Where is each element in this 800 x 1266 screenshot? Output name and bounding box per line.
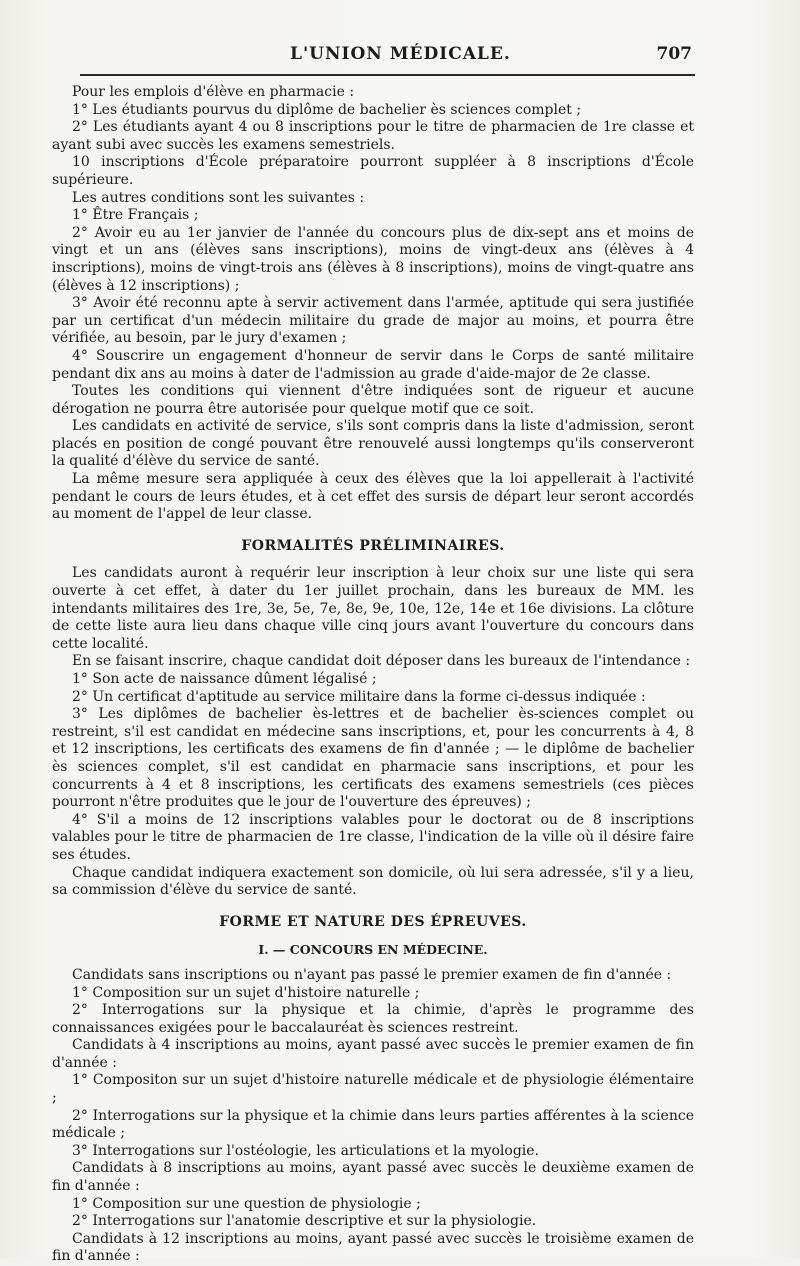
paragraph: 2° Interrogations sur la physique et la chimie, d'après le programme des connaissances exigées pour le baccalauréat ès sciences restreint.: [52, 1002, 694, 1036]
paragraph: 2° Interrogations sur la physique et la chimie dans leurs parties afférentes à la science médicale ;: [52, 1107, 694, 1142]
paragraph: 3° Interrogations sur l'ostéologie, les articulations et la myologie.: [72, 1142, 540, 1159]
paragraph: La même mesure sera appliquée à ceux des élèves que la loi appellerait à l'activité pendant le cours de leurs études, et à cet effet des sursis de départ leur seront accordés au moment de l'appel de leur classe.: [52, 471, 694, 523]
paragraph: Les autres conditions sont les suivantes :: [72, 189, 365, 206]
paragraph: Candidats à 12 inscriptions au moins, ayant passé avec succès le troisième examen de fin d'année :: [52, 1230, 694, 1265]
paragraph: En se faisant inscrire, chaque candidat doit déposer dans les bureaux de l'intendance :: [72, 653, 691, 670]
paragraph: Les candidats en activité de service, s'ils sont compris dans la liste d'admission, seront placés en position de congé pouvant être renouvelé aussi longtemps qu'ils conserveront la qualité d'élève du service de santé.: [52, 418, 694, 470]
paragraph: 2° Avoir eu au 1er janvier de l'année du concours plus de dix-sept ans et moins de vingt et un ans (élèves sans inscriptions), moins de vingt-deux ans (élèves à 4 inscriptions), moins de vingt-trois ans (élèves à 8 inscriptions), moins de vingt-quatre ans (élèves à 12 inscriptions) ;: [52, 224, 694, 294]
paragraph: Candidats à 8 inscriptions au moins, ayant passé avec succès le deuxième examen de fin d'année :: [52, 1160, 694, 1195]
section-heading: FORME ET NATURE DES ÉPREUVES.: [219, 913, 527, 930]
paragraph: Toutes les conditions qui viennent d'être indiquées sont de rigueur et aucune dérogation ne pourra être autorisée pour quelque motif que ce soit.: [52, 383, 694, 417]
header-rule: [80, 74, 695, 76]
paragraph: Chaque candidat indiquera exactement son domicile, où lui sera adressée, s'il y a lieu, sa commission d'élève du service de santé.: [52, 864, 694, 899]
paragraph: 3° Avoir été reconnu apte à servir activement dans l'armée, aptitude qui sera justifiée par un certificat d'un médecin militaire du grade de major au moins, et pourra être vérifiée, au besoin, par le jury d'examen ;: [52, 295, 694, 347]
paragraph: Pour les emplois d'élève en pharmacie :: [72, 84, 355, 100]
page-header: [80, 44, 692, 74]
section-heading: FORMALITÉS PRÉLIMINAIRES.: [241, 537, 505, 554]
section-subheading: I. — CONCOURS EN MÉDECINE.: [258, 942, 488, 958]
paragraph: 1° Composition sur une question de physiologie ;: [72, 1195, 421, 1212]
paragraph: 2° Les étudiants ayant 4 ou 8 inscriptions pour le titre de pharmacien de 1re classe et ayant subi avec succès les examens semestriels.: [52, 119, 694, 153]
paragraph: 1° Les étudiants pourvus du diplôme de bachelier ès sciences complet ;: [72, 101, 582, 118]
paragraph: 1° Être Français ;: [72, 207, 199, 224]
paragraph: 3° Les diplômes de bachelier ès-lettres et de bachelier ès-sciences complet ou restreint, s'il est candidat en médecine sans inscriptions, et, pour les concurrents à 4, 8 et 12 inscriptions, les certificats des examens de fin d'année ; — le diplôme de bachelier ès sciences complet, s'il est candidat en pharmacie sans inscriptions, et pour les concurrents à 4 et 8 inscriptions, les certificats des examens semestriels (ces pièces pourront n'être produites que le jour de l'ouverture des épreuves) ;: [52, 706, 694, 811]
body-text: [52, 84, 694, 1266]
paragraph: 4° Souscrire un engagement d'honneur de servir dans le Corps de santé militaire pendant dix ans au moins à dater de l'admission au grade d'aide-major de 2e classe.: [52, 347, 694, 382]
paragraph: Candidats à 4 inscriptions au moins, ayant passé avec succès le premier examen de fin d'année :: [52, 1037, 694, 1071]
paragraph: 4° S'il a moins de 12 inscriptions valables pour le doctorat ou de 8 inscriptions valables pour le titre de pharmacien de 1re classe, l'indication de la ville où il désire faire ses études.: [52, 811, 694, 863]
paragraph: 10 inscriptions d'École préparatoire pourront suppléer à 8 inscriptions d'École supérieure.: [52, 154, 694, 188]
paragraph: 2° Un certificat d'aptitude au service militaire dans la forme ci-dessus indiquée :: [72, 688, 646, 705]
paragraph: 1° Compositon sur un sujet d'histoire naturelle médicale et de physiologie élémentaire ;: [52, 1072, 694, 1107]
paragraph: Candidats sans inscriptions ou n'ayant pas passé le premier examen de fin d'année :: [72, 966, 672, 983]
paragraph: 1° Composition sur un sujet d'histoire naturelle ;: [72, 984, 420, 1001]
paragraph: Les candidats auront à requérir leur inscription à leur choix sur une liste qui sera ouverte à cet effet, à dater du 1er juillet prochain, dans les bureaux de MM. les intendants militaires des 1re, 3e, 5e, 7e, 8e, 9e, 10e, 12e, 14e et 16e divisions. La clôture de cette liste aura lieu dans chaque ville cinq jours avant l'ouverture du concours dans cette localité.: [52, 565, 694, 652]
running-head: L'UNION MÉDICALE.: [290, 44, 511, 64]
paragraph: 1° Son acte de naissance dûment légalisé ;: [72, 671, 377, 687]
paragraph: 2° Interrogations sur l'anatomie descriptive et sur la physiologie.: [72, 1213, 537, 1230]
page-number: 707: [656, 44, 692, 64]
